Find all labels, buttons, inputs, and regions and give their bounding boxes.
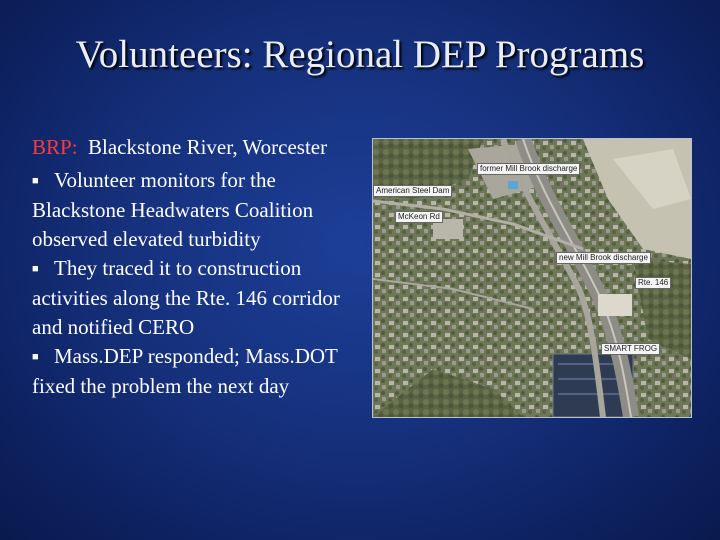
map-label: Rte. 146 [635, 277, 671, 289]
bullet-text: Mass.DEP responded; Mass.DOT fixed the problem the next day [32, 344, 338, 398]
map-label: SMART FROG [601, 343, 660, 355]
bullet-text: Volunteer monitors for the Blackstone Headwaters Coalition observed elevated turbidity [32, 168, 314, 251]
square-bullet-icon: ■ [32, 263, 39, 275]
slide-title: Volunteers: Regional DEP Programs [75, 33, 645, 76]
square-bullet-icon: ■ [32, 175, 39, 187]
bullet-item [32, 254, 350, 342]
slide-body [32, 133, 350, 401]
map-label: McKeon Rd [395, 211, 443, 223]
program-location: Blackstone River, Worcester [88, 135, 328, 159]
bullet-item [32, 342, 350, 401]
bullet-text: They traced it to construction activities along the Rte. 146 corridor and notified CERO [32, 256, 340, 339]
map-label: former Mill Brook discharge [477, 163, 580, 175]
section-heading [32, 133, 350, 162]
bullet-item [32, 166, 350, 254]
map-label: new Mill Brook discharge [556, 252, 651, 264]
program-label: BRP: [32, 135, 78, 159]
square-bullet-icon: ■ [32, 351, 39, 363]
aerial-map-image [372, 138, 692, 418]
map-label: American Steel Dam [373, 185, 452, 197]
